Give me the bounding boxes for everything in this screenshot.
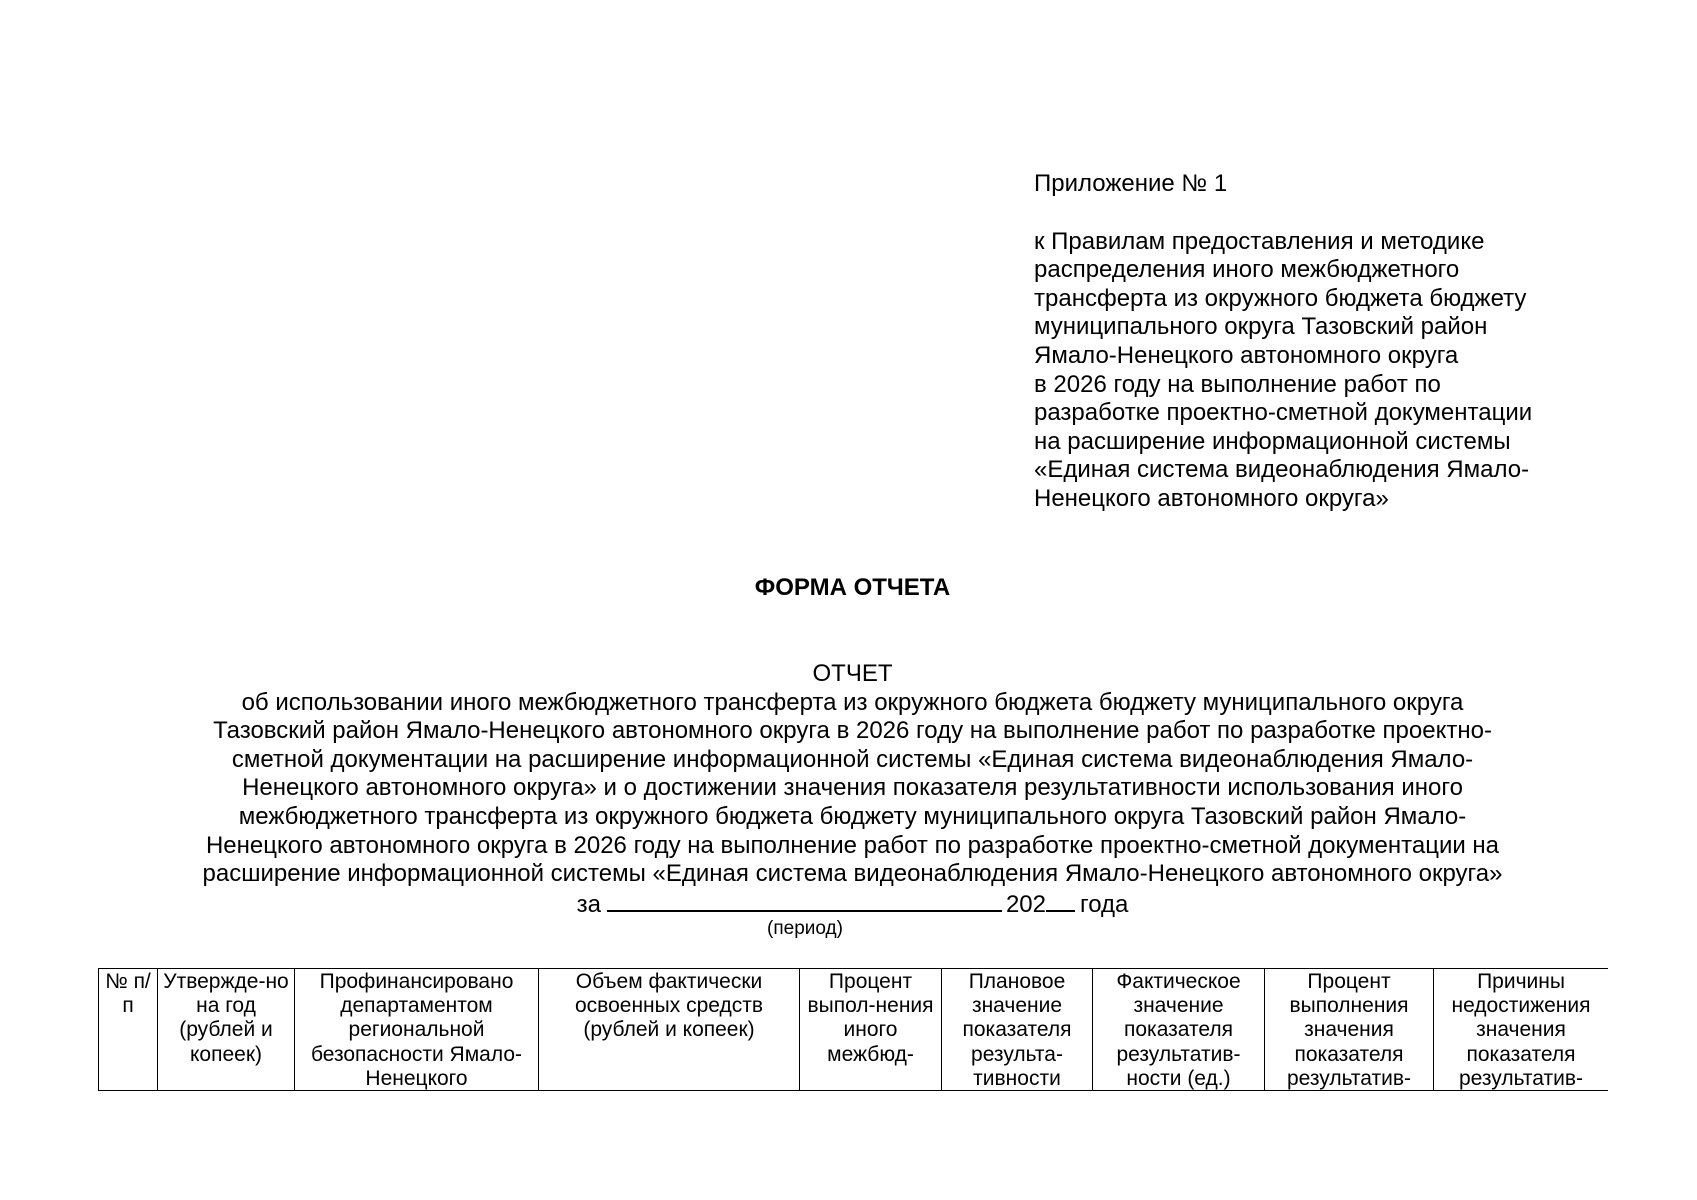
- report-title-block: [0, 660, 1697, 889]
- appendix-line: разработке проектно-сметной документации: [1034, 399, 1533, 427]
- appendix-line: трансферта из окружного бюджета бюджету: [1034, 284, 1527, 312]
- report-title-line: Ненецкого автономного округа» и о достижении значения показателя результативности использования иного: [242, 774, 1463, 802]
- year-blank-field[interactable]: [1046, 888, 1075, 912]
- period-caption: (период): [767, 918, 843, 939]
- report-title-line: сметной документации на расширение информационной системы «Единая система видеонаблюдения Ямало-: [231, 745, 1474, 773]
- period-suffix: года: [1080, 891, 1129, 918]
- period-year: 202: [1005, 891, 1046, 918]
- report-table-wrapper: [98, 968, 1608, 1091]
- appendix-line: муниципального округа Тазовский район: [1034, 313, 1488, 341]
- appendix-number: Приложение № 1: [1034, 170, 1228, 197]
- column-header-number: № п/п: [99, 969, 158, 1092]
- report-table: [98, 968, 1608, 1091]
- report-title-line: об использовании иного межбюджетного трансферта из окружного бюджета бюджету муниципального округа: [241, 688, 1464, 716]
- report-heading: ОТЧЕТ: [812, 660, 893, 687]
- report-title-line: Тазовский район Ямало-Ненецкого автономного округа в 2026 году на выполнение работ по разработке проектно-: [213, 717, 1492, 745]
- appendix-line: к Правилам предоставления и методике: [1034, 227, 1485, 255]
- appendix-line: «Единая система видеонаблюдения Ямало-: [1034, 456, 1530, 484]
- column-header-percent-value: Процент выполнения значения показателя результатив-: [1265, 969, 1434, 1092]
- appendix-line: Ямало-Ненецкого автономного округа: [1034, 341, 1459, 369]
- column-header-planned-value: Плановое значение показателя результа-тивности: [942, 969, 1093, 1092]
- appendix-line: на расширение информационной системы: [1034, 427, 1511, 455]
- column-header-approved: Утвержде-но на год (рублей и копеек): [158, 969, 295, 1092]
- column-header-actual-value: Фактическое значение показателя результатив-ности (ед.): [1093, 969, 1265, 1092]
- period-prefix: за: [576, 891, 601, 918]
- appendix-line: в 2026 году на выполнение работ по: [1034, 370, 1441, 398]
- column-header-spent: Объем фактически освоенных средств (рублей и копеек): [539, 969, 800, 1092]
- report-title-line: межбюджетного трансферта из окружного бюджета бюджету муниципального округа Тазовский район Ямало-: [238, 802, 1467, 830]
- column-header-percent-execution: Процент выпол-нения иного межбюд-: [800, 969, 942, 1092]
- appendix-line: распределения иного межбюджетного: [1034, 256, 1460, 284]
- report-title-line: расширение информационной системы «Единая система видеонаблюдения Ямало-Ненецкого автономного округа»: [202, 860, 1503, 888]
- period-blank-field[interactable]: [607, 888, 1002, 912]
- report-title-line: Ненецкого автономного округа в 2026 году на выполнение работ по разработке проектно-сметной документации на: [205, 831, 1500, 859]
- appendix-block: [1034, 170, 1654, 514]
- column-header-reasons: Причины недостижения значения показателя результатив-: [1434, 969, 1609, 1092]
- appendix-line: Ненецкого автономного округа»: [1034, 484, 1389, 512]
- period-line: [0, 888, 1697, 919]
- table-header-row: [99, 969, 1609, 1092]
- form-title: ФОРМА ОТЧЕТА: [754, 574, 951, 601]
- appendix-text: [1034, 228, 1654, 514]
- column-header-financed: Профинансировано департаментом региональной безопасности Ямало-Ненецкого: [295, 969, 539, 1092]
